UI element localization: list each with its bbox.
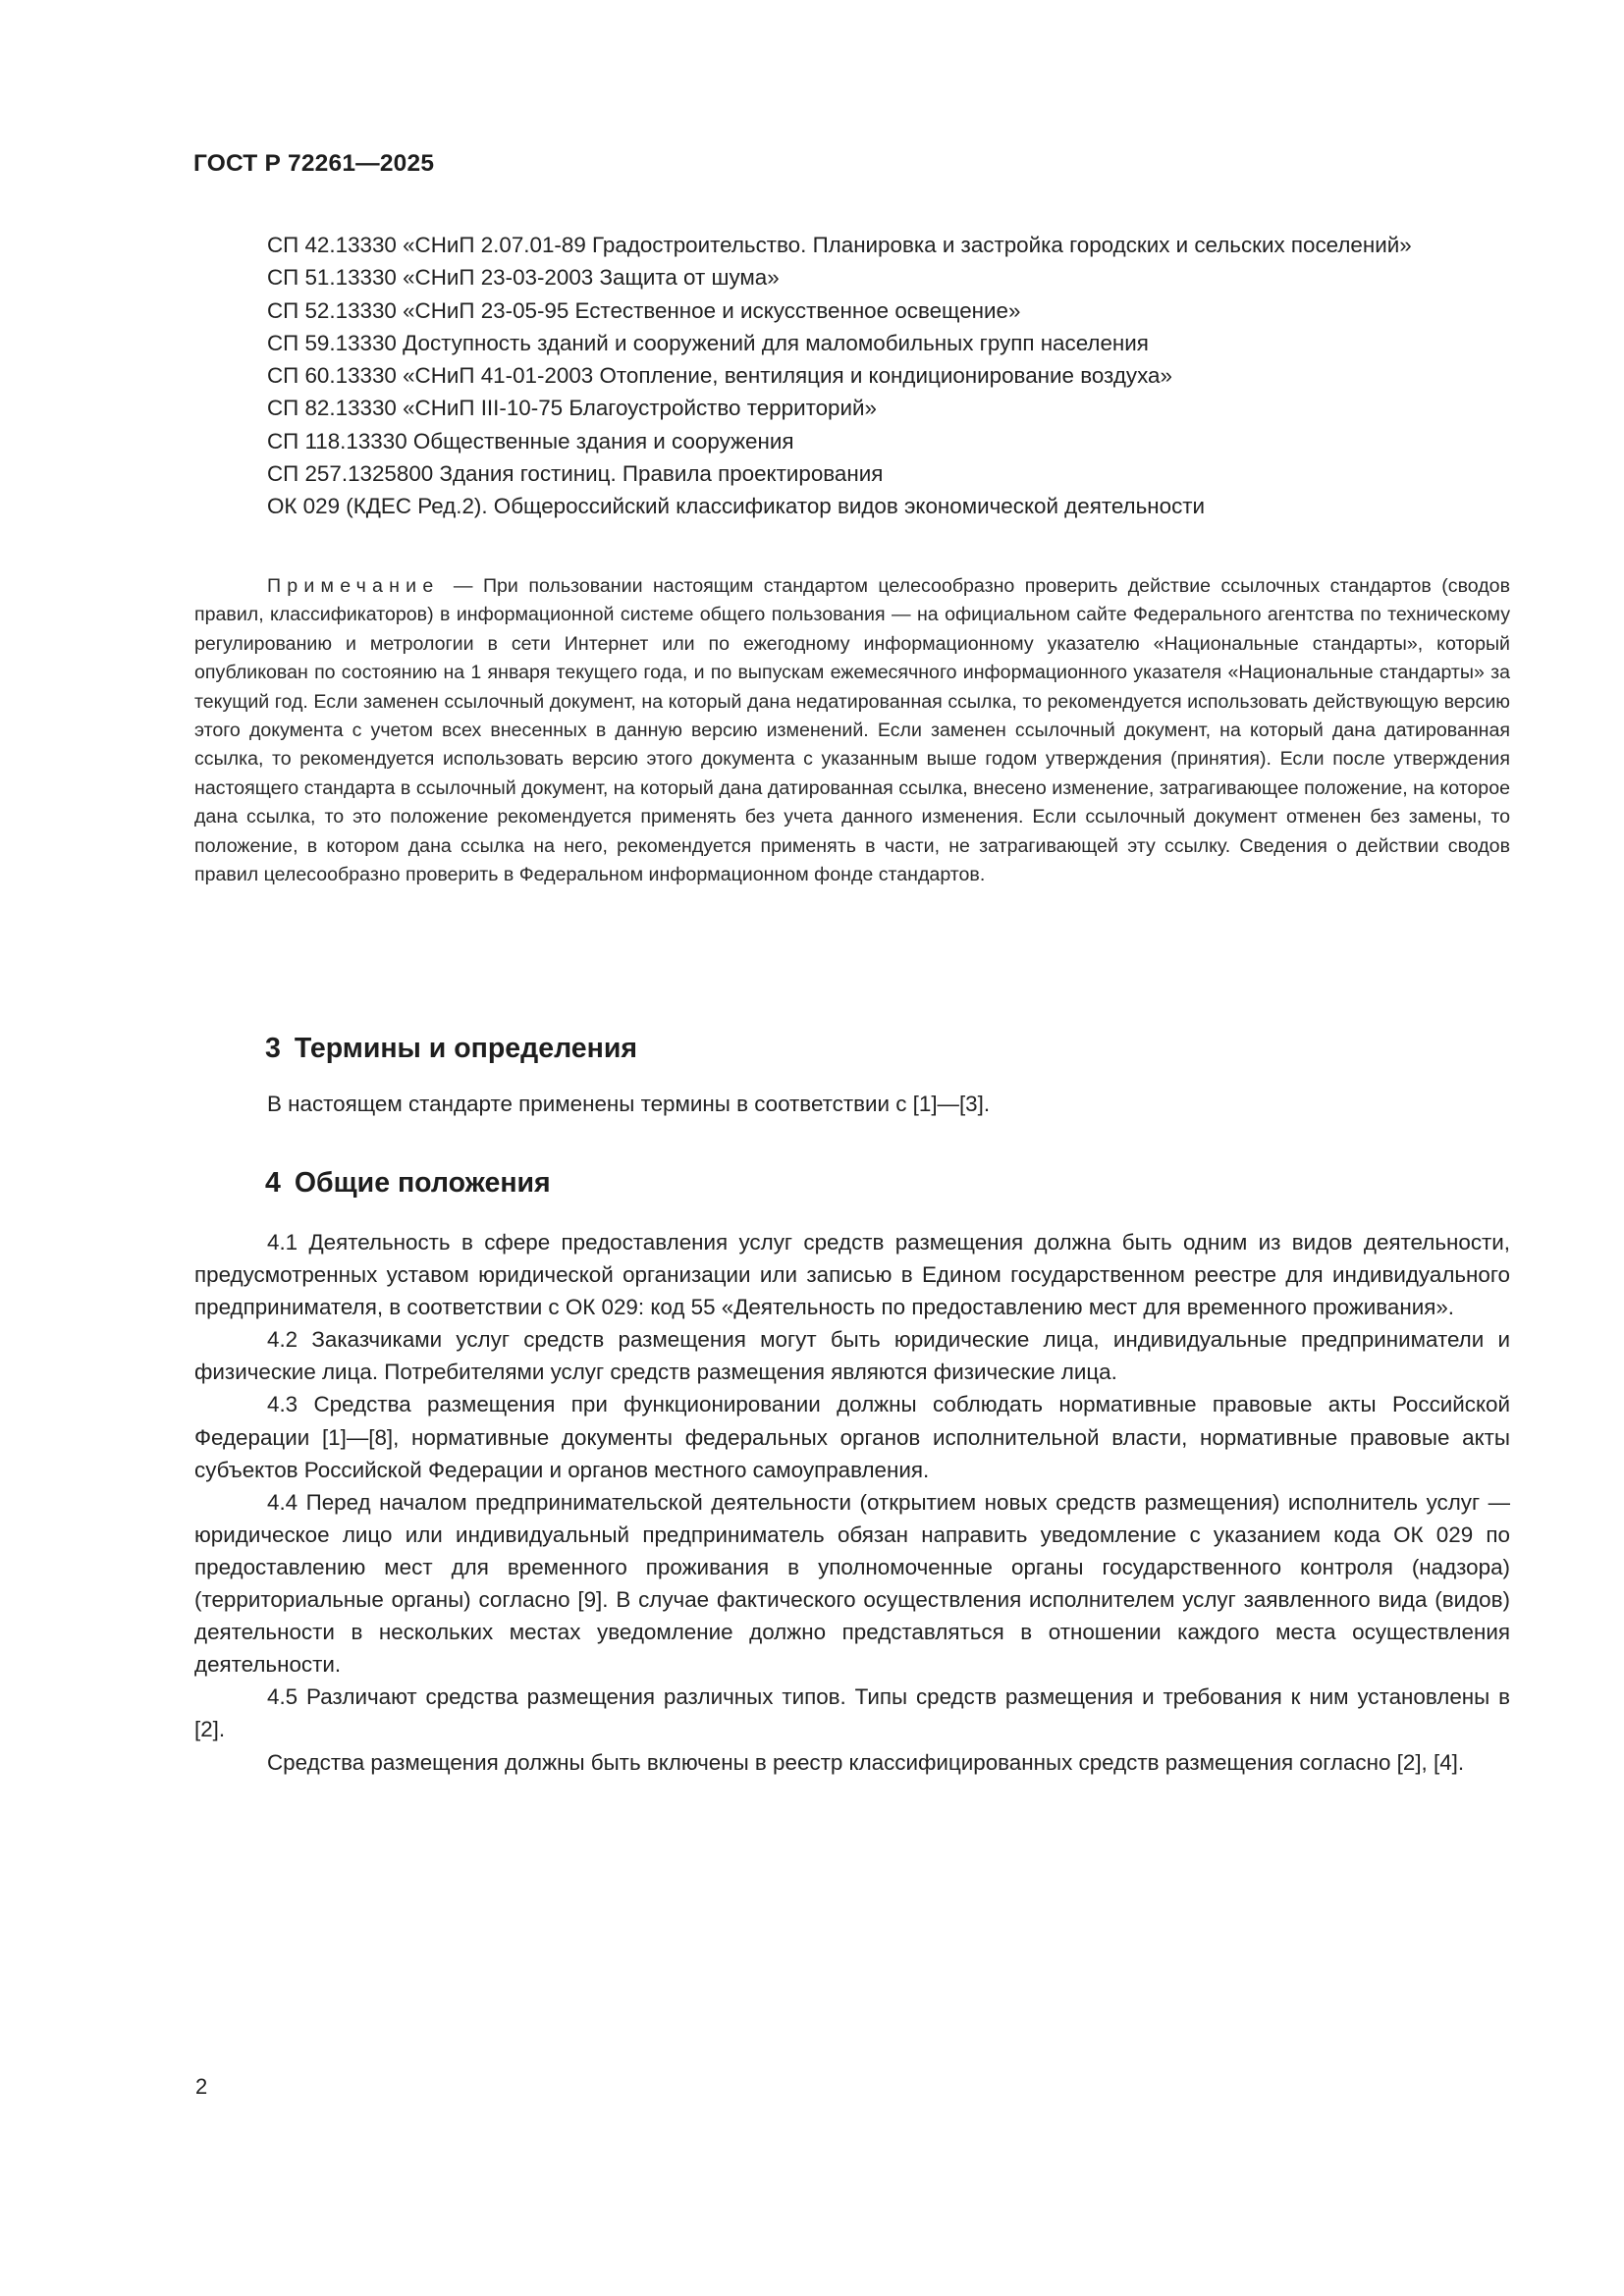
clause-4-5: 4.5 Различают средства размещения различных типов. Типы средств размещения и требования к ним установлены в [2]. [194, 1684, 1510, 1742]
references-note [194, 572, 1510, 889]
section-number: 4 [265, 1167, 281, 1199]
clause-4-1: 4.1 Деятельность в сфере предоставления услуг средств размещения должна быть одним из видов деятельности, предусмотренных уставом юридической организации или записью в Едином государственном реестре для индивидуального предпринимателя, в соответствии с ОК 029: код 55 «Деятельность по предоставлению мест для временного проживания». [194, 1230, 1510, 1320]
reference-item: СП 257.1325800 Здания гостиниц. Правила проектирования [267, 461, 884, 487]
section-3-paragraph: В настоящем стандарте применены термины в соответствии с [1]—[3]. [267, 1092, 991, 1116]
reference-item: СП 59.13330 Доступность зданий и сооружений для маломобильных групп населения [267, 330, 1149, 355]
reference-item: СП 42.13330 «СНиП 2.07.01-89 Градостроительство. Планировка и застройка городских и сельских поселений» [267, 233, 1412, 257]
note-label: Примечание [267, 575, 440, 597]
page-number: 2 [195, 2074, 208, 2099]
section-title: Общие положения [294, 1167, 551, 1199]
reference-item: ОК 029 (КДЕС Ред.2). Общероссийский классификатор видов экономической деятельности [267, 494, 1206, 519]
section-4-heading [265, 1167, 551, 1200]
normative-references-list [194, 229, 1510, 523]
note-text: — При пользовании настоящим стандартом целесообразно проверить действие ссылочных стандартов (сводов правил, классификаторов) в информационной системе общего пользования — на официальном сайте Федерального агентства по техническому регулированию и метрологии в сети Интернет или по ежегодному информационному указателю «Национальные стандарты», который опубликован по состоянию на 1 января текущего года, и по выпускам ежемесячного информационного указателя «Национальные стандарты» за текущий год. Если заменен ссылочный документ, на который дана недатированная ссылка, то рекомендуется использовать действующую версию этого документа с учетом всех внесенных в данную версию изменений. Если заменен ссылочный документ, на который дана датированная ссылка, то рекомендуется использовать версию этого документа с указанным выше годом утверждения (принятия). Если после утверждения настоящего стандарта в ссылочный документ, на который дана датированная ссылка, внесено изменение, затрагивающее положение, на которое дана ссылка, то это положение рекомендуется применять без учета данного изменения. Если ссылочный документ отменен без замены, то положение, в котором дана ссылка на него, рекомендуется применять в части, не затрагивающей эту ссылку. Сведения о действии сводов правил целесообразно проверить в Федеральном информационном фонде стандартов. [194, 575, 1510, 886]
reference-item: СП 118.13330 Общественные здания и сооружения [267, 428, 794, 454]
section-3-heading [265, 1033, 637, 1065]
section-4-body [194, 1226, 1510, 1779]
section-title: Термины и определения [294, 1033, 638, 1064]
clause-4-5-continuation: Средства размещения должны быть включены в реестр классифицированных средств размещения согласно [2], [4]. [267, 1749, 1465, 1775]
document-id-header: ГОСТ Р 72261—2025 [193, 150, 435, 177]
clause-4-3: 4.3 Средства размещения при функционировании должны соблюдать нормативные правовые акты Российской Федерации [1]—[8], нормативные документы федеральных органов исполнительной власти, нормативные правовые акты субъектов Российской Федерации и органов местного самоуправления. [194, 1392, 1510, 1482]
reference-item: СП 51.13330 «СНиП 23-03-2003 Защита от шума» [267, 265, 780, 291]
reference-item: СП 52.13330 «СНиП 23-05-95 Естественное и искусственное освещение» [267, 297, 1021, 323]
clause-4-4: 4.4 Перед началом предпринимательской деятельности (открытием новых средств размещения) исполнитель услуг — юридическое лицо или индивидуальный предприниматель обязан направить уведомление с указанием кода ОК 029 по предоставлению мест для временного проживания в уполномоченные органы государственного контроля (надзора) (территориальные органы) согласно [9]. В случае фактического осуществления исполнителем услуг заявленного вида (видов) деятельности в нескольких местах уведомление должно представляться в отношении каждого места осуществления деятельности. [194, 1489, 1510, 1678]
section-number: 3 [265, 1033, 281, 1064]
reference-item: СП 82.13330 «СНиП III-10-75 Благоустройство территорий» [267, 396, 877, 421]
clause-4-2: 4.2 Заказчиками услуг средств размещения могут быть юридические лица, индивидуальные предприниматели и физические лица. Потребителями услуг средств размещения являются физические лица. [194, 1327, 1510, 1385]
reference-item: СП 60.13330 «СНиП 41-01-2003 Отопление, вентиляция и кондиционирование воздуха» [267, 363, 1172, 389]
